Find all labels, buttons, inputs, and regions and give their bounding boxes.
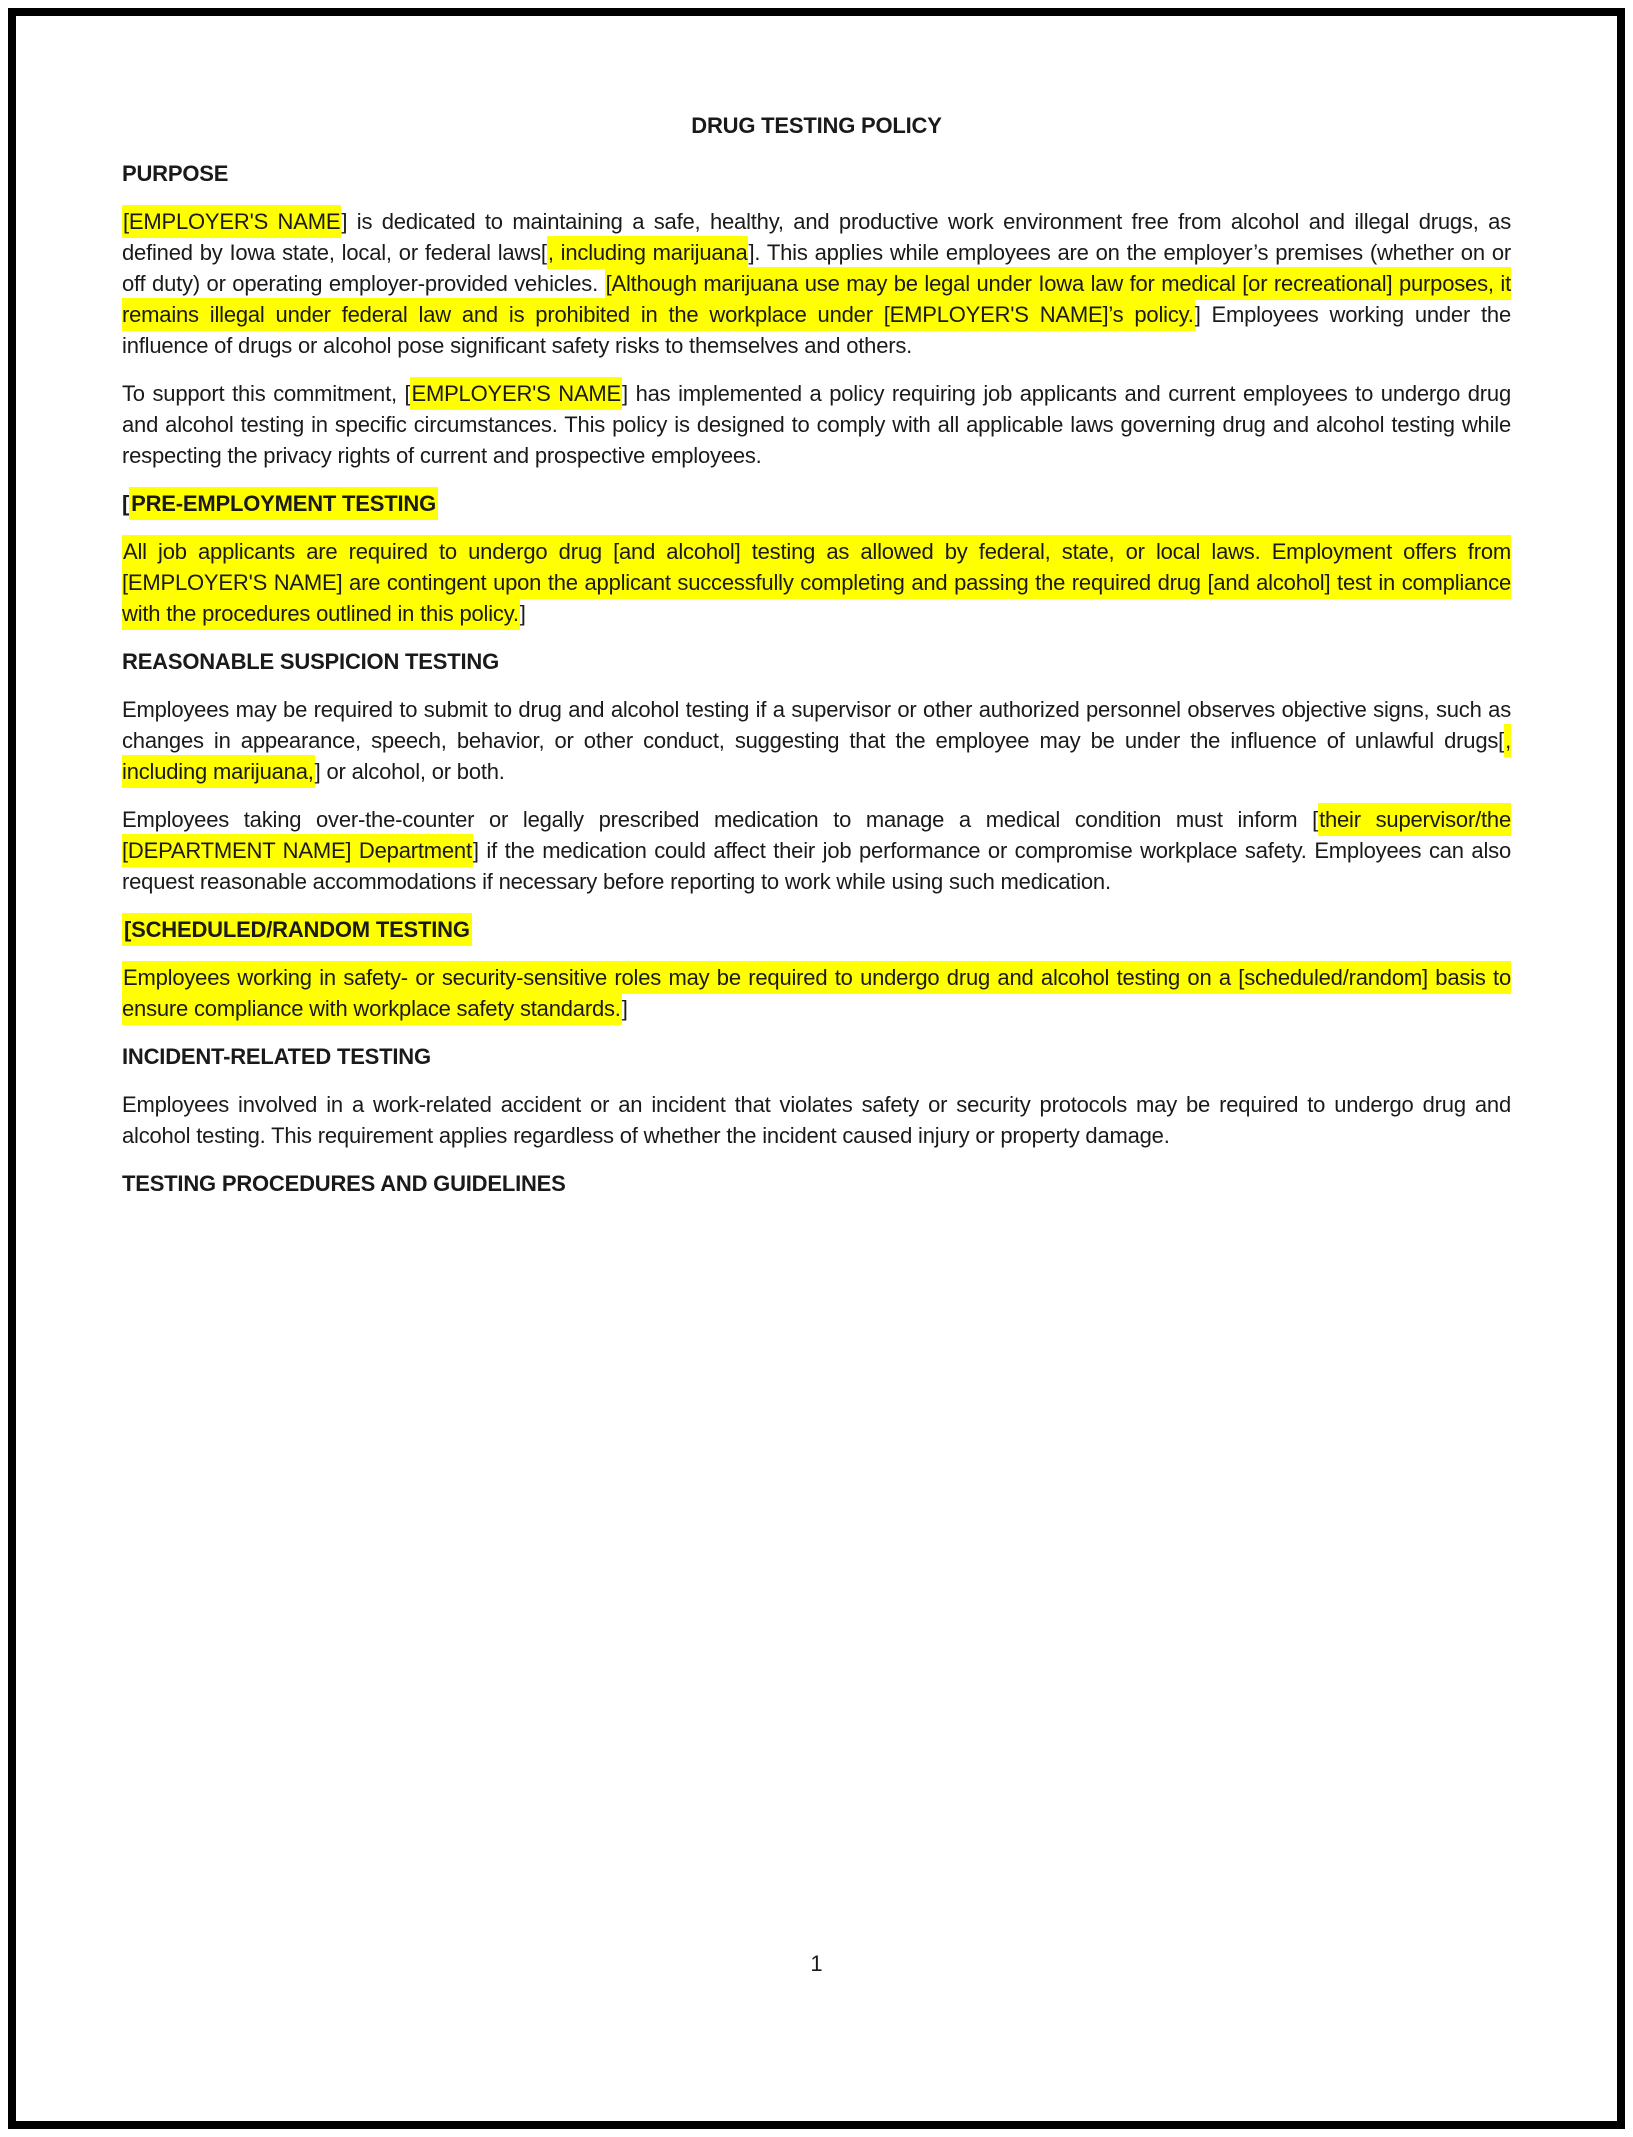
highlighted-text: All job applicants are required to undergo drug [and alcohol] testing as allowed by federal, state, or local laws. Employment offers from [EMPLOYER'S NAME] are contingent upon the applicant successfully completing and passing the required drug [and alcohol] test in compliance with the procedures outlined in this policy.: [122, 535, 1511, 630]
text-run: To support this commitment, [: [122, 381, 411, 406]
text-run: PURPOSE: [122, 161, 229, 186]
reasonable-suspicion-paragraph-2: [122, 804, 1511, 897]
highlighted-text: EMPLOYER'S NAME: [410, 377, 622, 410]
text-run: ] has implemented a policy requiring job applicants and current employees to undergo drug and alcohol testing in specific circumstances. This policy is designed to comply with all applicable laws governing drug and alcohol testing while respecting the privacy rights of current and prospective employees.: [122, 381, 1512, 468]
incident-related-testing-heading: [122, 1041, 1511, 1072]
text-run: INCIDENT-RELATED TESTING: [122, 1044, 431, 1069]
text-run: ]: [519, 601, 526, 626]
text-run: Employees involved in a work-related accident or an incident that violates safety or security protocols may be required to undergo drug and alcohol testing. This requirement applies regardless of whether the incident caused injury or property damage.: [122, 1092, 1511, 1148]
purpose-heading: [122, 158, 1511, 189]
text-run: ] is dedicated to maintaining a safe, healthy, and productive work environment free from alcohol and illegal drugs, as defined by Iowa state, local, or federal laws[: [122, 209, 1511, 265]
document-body: [122, 158, 1511, 1199]
reasonable-suspicion-testing-heading: [122, 646, 1511, 677]
text-run: ]. This applies while employees are on the employer’s premises (whether on or off duty) or operating employer-provided vehicles.: [122, 240, 1511, 296]
text-run: REASONABLE SUSPICION TESTING: [122, 649, 499, 674]
purpose-paragraph-1: [122, 206, 1511, 361]
highlighted-text: , including marijuana: [547, 236, 749, 269]
reasonable-suspicion-paragraph-1: [122, 694, 1511, 787]
page-number: 1: [810, 1951, 823, 1976]
document-content: [122, 110, 1511, 1216]
document-title: DRUG TESTING POLICY: [691, 113, 942, 138]
text-run: ] or alcohol, or both.: [314, 759, 505, 784]
pre-employment-testing-paragraph: [122, 536, 1511, 629]
scheduled-random-testing-heading: [122, 914, 1511, 945]
text-run: TESTING PROCEDURES AND GUIDELINES: [122, 1171, 566, 1196]
highlighted-text: [SCHEDULED/RANDOM TESTING: [122, 913, 472, 946]
scheduled-random-testing-paragraph: [122, 962, 1511, 1024]
pre-employment-testing-heading: [122, 488, 1511, 519]
highlighted-text: PRE-EMPLOYMENT TESTING: [129, 487, 438, 520]
text-run: Employees may be required to submit to drug and alcohol testing if a supervisor or other authorized personnel observes objective signs, such as changes in appearance, speech, behavior, or other conduct, suggesting that the employee may be under the influence of unlawful drugs[: [122, 697, 1511, 753]
highlighted-text: [Although marijuana use may be legal under Iowa law for medical [or recreational] purposes, it remains illegal under federal law and is prohibited in the workplace under [EMPLOYER'S NAME]’s policy.: [122, 267, 1511, 331]
text-run: ]: [621, 996, 628, 1021]
highlighted-text: their supervisor/the [DEPARTMENT NAME] Department: [122, 803, 1511, 867]
highlighted-text: , including marijuana,: [122, 724, 1511, 788]
testing-procedures-heading: [122, 1168, 1511, 1199]
text-run: [: [122, 491, 130, 516]
highlighted-text: Employees working in safety- or security-sensitive roles may be required to undergo drug and alcohol testing on a [scheduled/random] basis to ensure compliance with workplace safety standards.: [122, 961, 1511, 1025]
text-run: ] if the medication could affect their job performance or compromise workplace safety. Employees can also request reasonable accommodations if necessary before reporting to work while using such medication.: [122, 838, 1511, 894]
text-run: Employees taking over-the-counter or legally prescribed medication to manage a medical condition must inform [: [122, 807, 1319, 832]
purpose-paragraph-2: [122, 378, 1511, 471]
text-run: ] Employees working under the influence of drugs or alcohol pose significant safety risks to themselves and others.: [122, 302, 1512, 358]
highlighted-text: [EMPLOYER'S NAME: [122, 205, 341, 238]
incident-related-testing-paragraph: [122, 1089, 1511, 1151]
